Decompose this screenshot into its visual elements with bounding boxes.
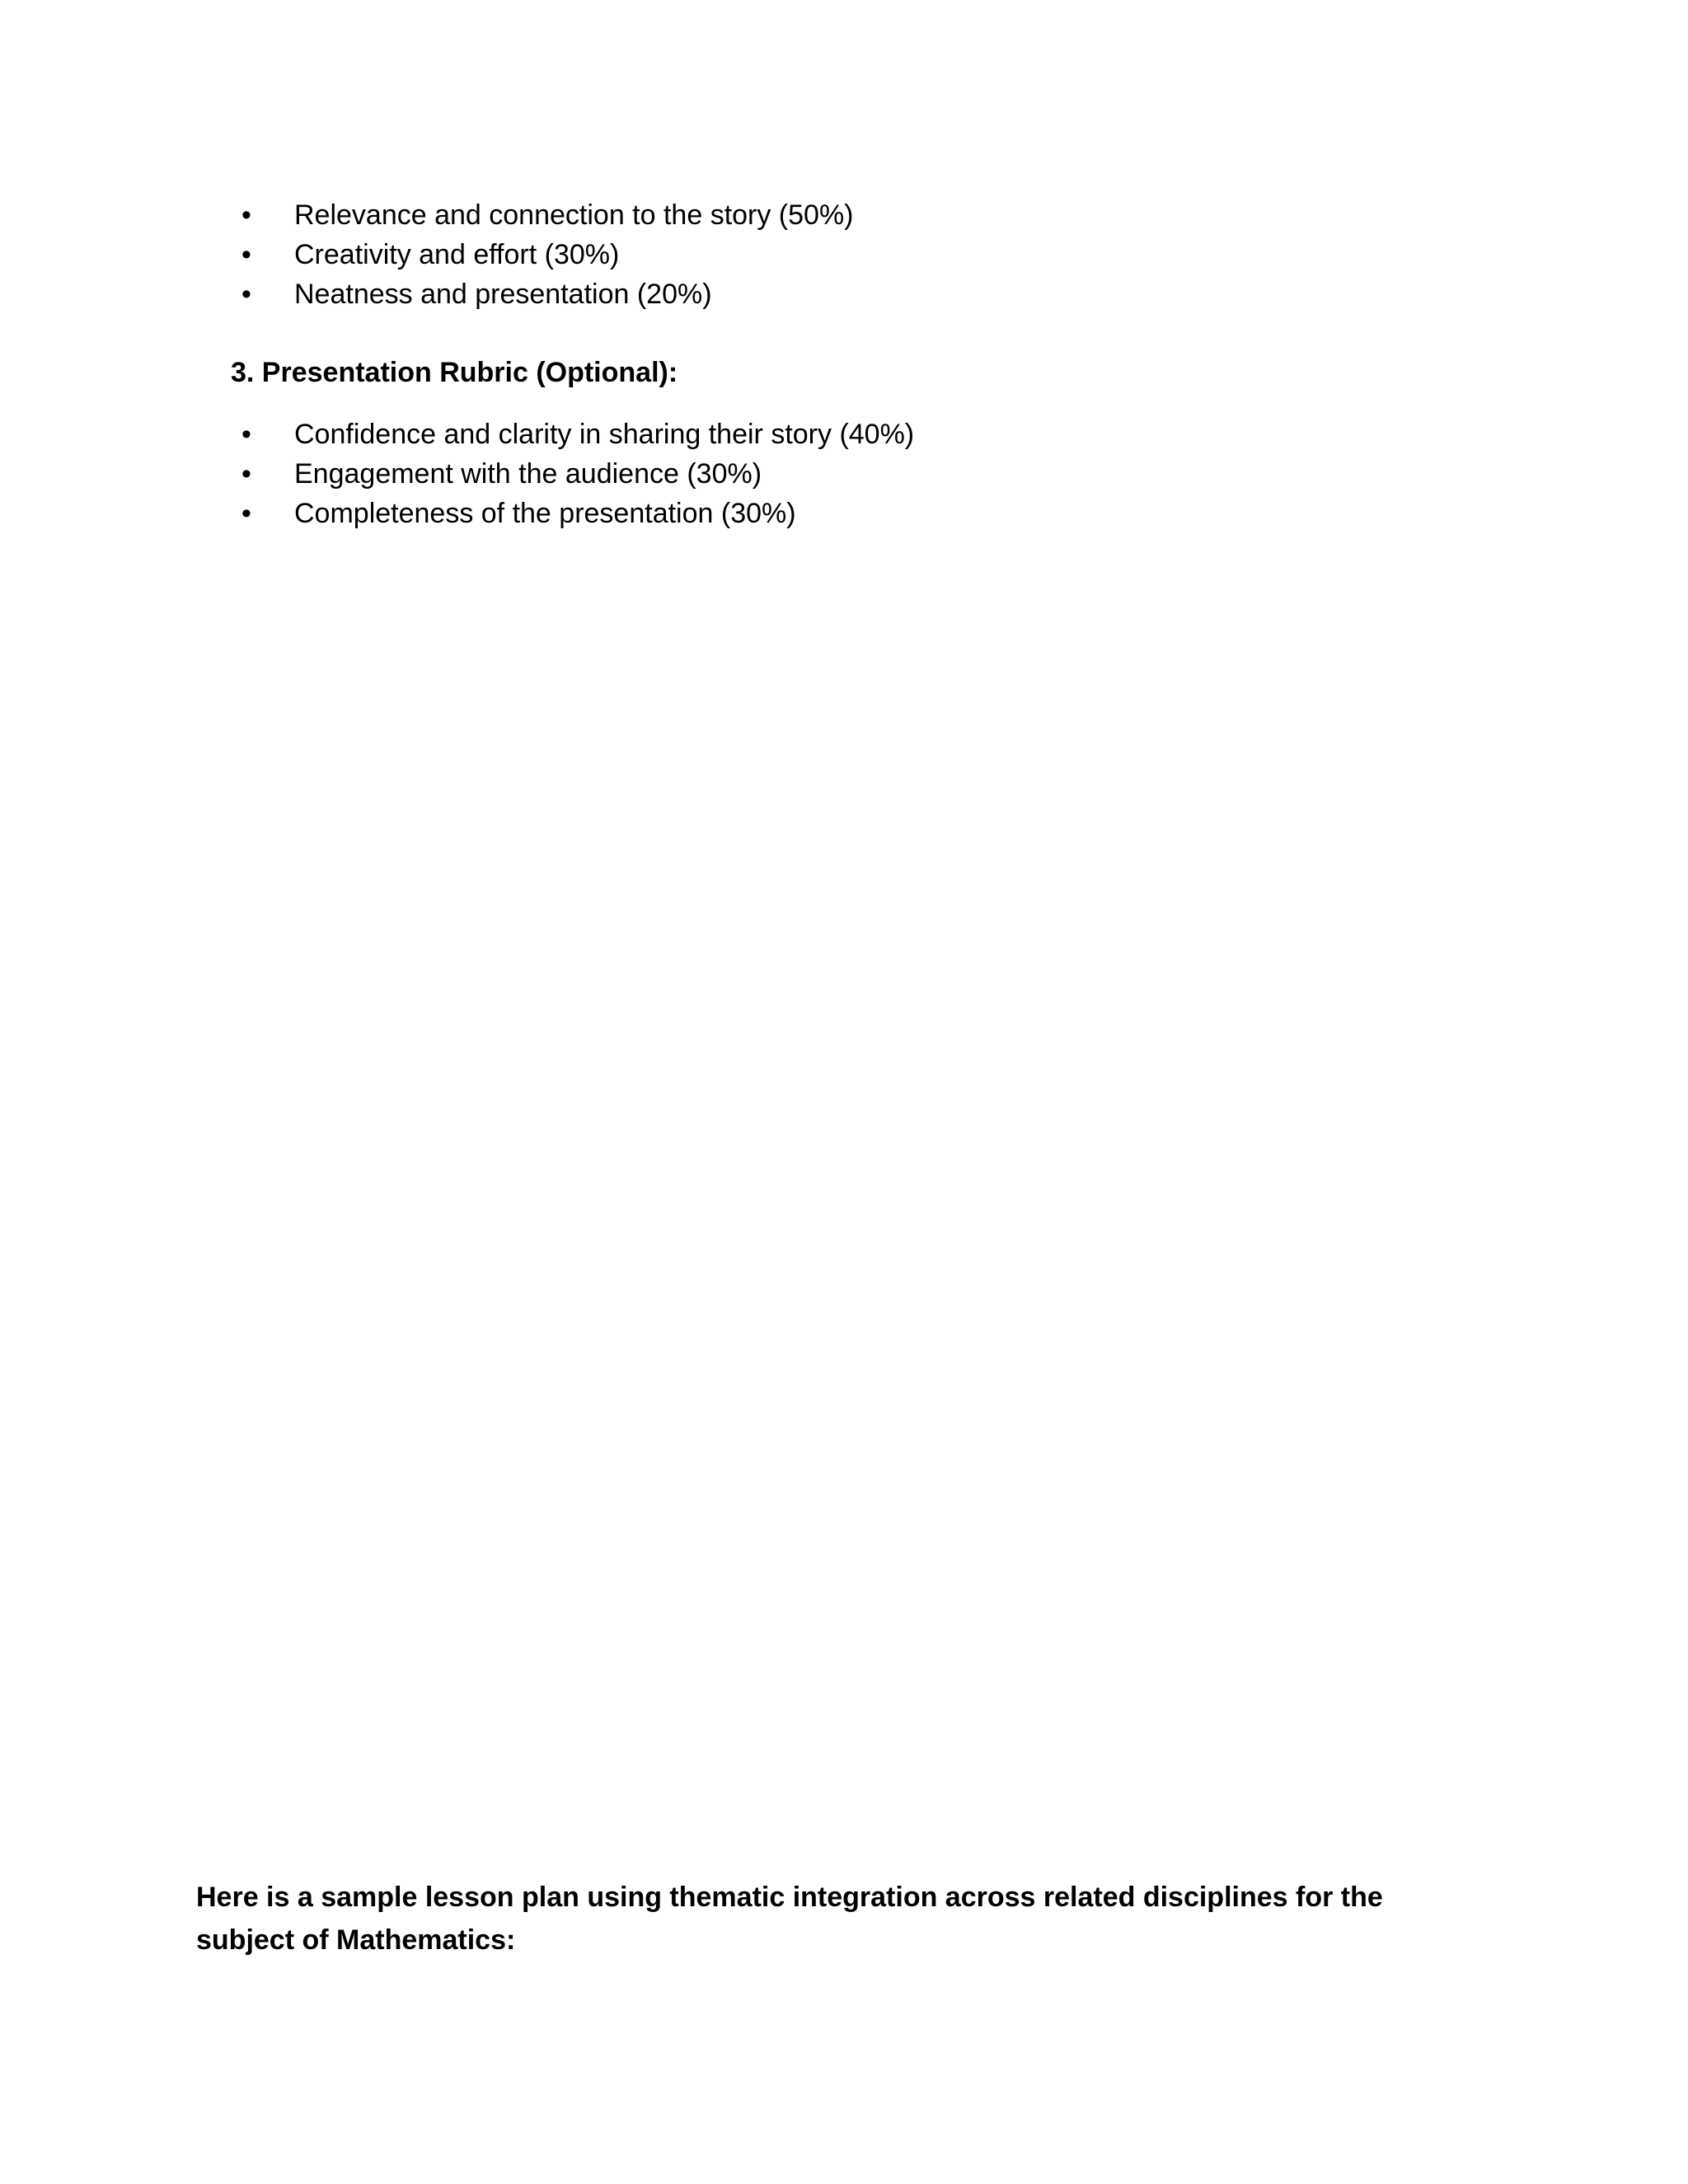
list-item-text: Relevance and connection to the story (50%) (294, 199, 854, 231)
bullet-icon: • (241, 498, 251, 529)
bullet-icon: • (241, 279, 251, 310)
closing-paragraph: Here is a sample lesson plan using thematic integration across related disciplines for the subject of Mathematics: (196, 1882, 1383, 1956)
list-item-text: Confidence and clarity in sharing their story (40%) (294, 419, 915, 450)
bullet-icon: • (241, 239, 251, 270)
list-item-text: Engagement with the audience (30%) (294, 458, 762, 490)
list-item-text: Completeness of the presentation (30%) (294, 498, 796, 529)
presentation-rubric-heading: 3. Presentation Rubric (Optional): (231, 357, 678, 388)
bullet-icon: • (241, 199, 251, 231)
bullet-icon: • (241, 458, 251, 490)
bullet-icon: • (241, 419, 251, 450)
list-item-text: Creativity and effort (30%) (294, 239, 620, 270)
list-item-text: Neatness and presentation (20%) (294, 279, 712, 310)
